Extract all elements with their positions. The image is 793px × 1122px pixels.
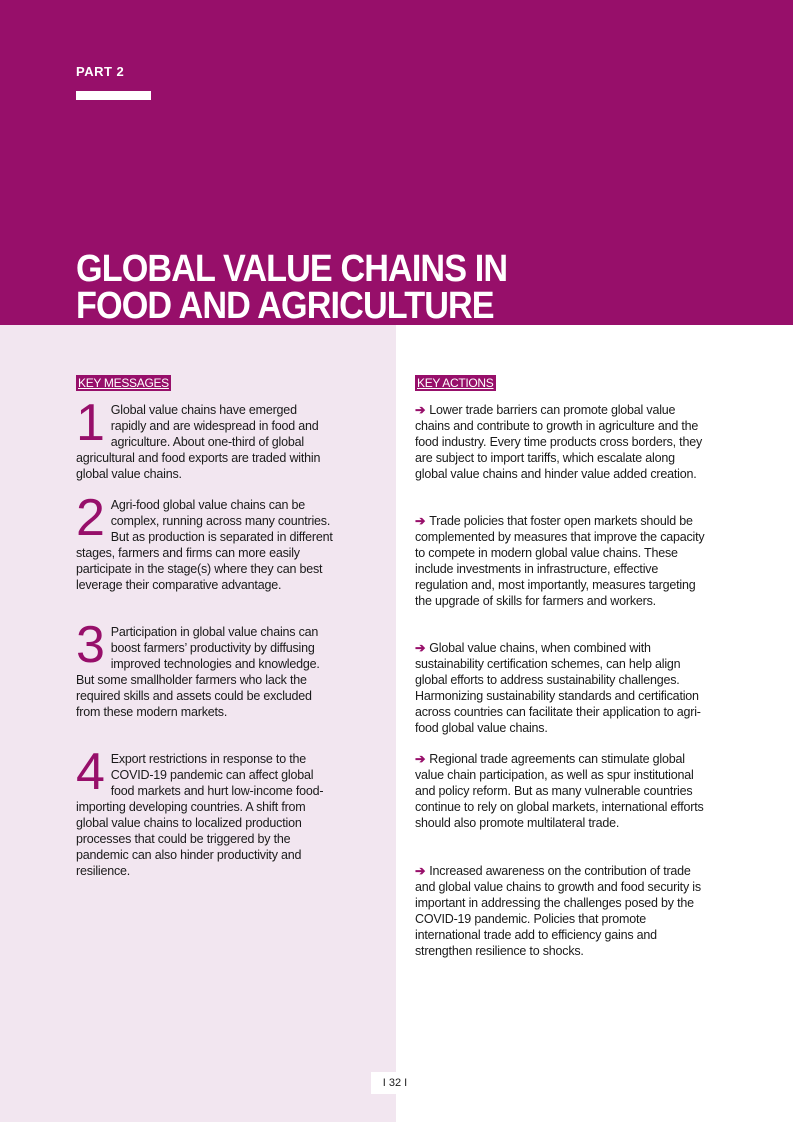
page-number: I 32 I (371, 1072, 419, 1094)
key-action-text: Trade policies that foster open markets should be complemented by measures that improve the capacity to compete in modern global value chains. These include investments in infrastructure, effective regulation and, most importantly, measures targeting the upgrade of skills for farmers and workers. (415, 514, 705, 608)
key-action-text: Global value chains, when combined with sustainability certification schemes, can help align global efforts to address sustainability challenges. Harmonizing sustainability standards and certification across countries can facilitate their application to agri-food global value chains. (415, 641, 701, 735)
title-line-1: GLOBAL VALUE CHAINS IN (76, 251, 508, 290)
header-band (0, 0, 793, 325)
key-messages-heading: KEY MESSAGES (78, 376, 169, 390)
arrow-right-icon: ➔ (415, 641, 426, 655)
arrow-right-icon: ➔ (415, 514, 426, 528)
key-action-5 (415, 863, 709, 959)
key-action-1 (415, 402, 709, 482)
key-message-text: Agri-food global value chains can be complex, running across many countries. But as production is separated in different stages, farmers and firms can more easily participate in the stage(s) where they can best leverage their comparative advantage. (76, 498, 333, 592)
key-message-number: 1 (76, 394, 105, 452)
page-title (76, 251, 580, 325)
arrow-right-icon: ➔ (415, 864, 426, 878)
key-message-number: 2 (76, 489, 105, 547)
key-message-text: Export restrictions in response to the COVID-19 pandemic can affect global food markets and hurt low-income food-importing developing countries. A shift from global value chains to localized production processes that could be triggered by the pandemic can also hinder productivity and resilience. (76, 752, 324, 878)
key-message-2 (76, 489, 334, 593)
key-message-text: Global value chains have emerged rapidly and are widespread in food and agriculture. About one-third of global agricultural and food exports are traded within global value chains. (76, 403, 321, 481)
key-action-4 (415, 751, 709, 831)
key-message-1 (76, 394, 334, 482)
key-message-3 (76, 616, 334, 720)
key-action-text: Regional trade agreements can stimulate global value chain participation, as well as spur institutional and policy reform. But as many vulnerable countries continue to rely on global markets, international efforts should also promote multilateral trade. (415, 752, 704, 830)
key-message-number: 4 (76, 743, 105, 801)
key-action-text: Increased awareness on the contribution of trade and global value chains to growth and food security is important in addressing the challenges posed by the COVID-19 pandemic. Policies that promote international trade add to efficiency gains and strengthen resilience to shocks. (415, 864, 701, 958)
arrow-right-icon: ➔ (415, 752, 426, 766)
key-message-4 (76, 743, 334, 879)
key-action-text: Lower trade barriers can promote global value chains and contribute to growth in agriculture and the food industry. Every time products cross borders, they are subject to import tariffs, which escalate along global value chains and hinder value added creation. (415, 403, 703, 481)
part-divider-bar (76, 91, 151, 100)
key-message-number: 3 (76, 616, 105, 674)
key-message-text: Participation in global value chains can boost farmers’ productivity by diffusing improved technologies and knowledge. But some smallholder farmers who lack the required skills and assets could be excluded from these modern markets. (76, 625, 320, 719)
part-label: PART 2 (76, 64, 125, 79)
arrow-right-icon: ➔ (415, 403, 426, 417)
title-line-2: FOOD AND AGRICULTURE (76, 285, 494, 325)
key-actions-heading: KEY ACTIONS (417, 376, 494, 390)
key-action-2 (415, 513, 709, 609)
key-action-3 (415, 640, 709, 736)
